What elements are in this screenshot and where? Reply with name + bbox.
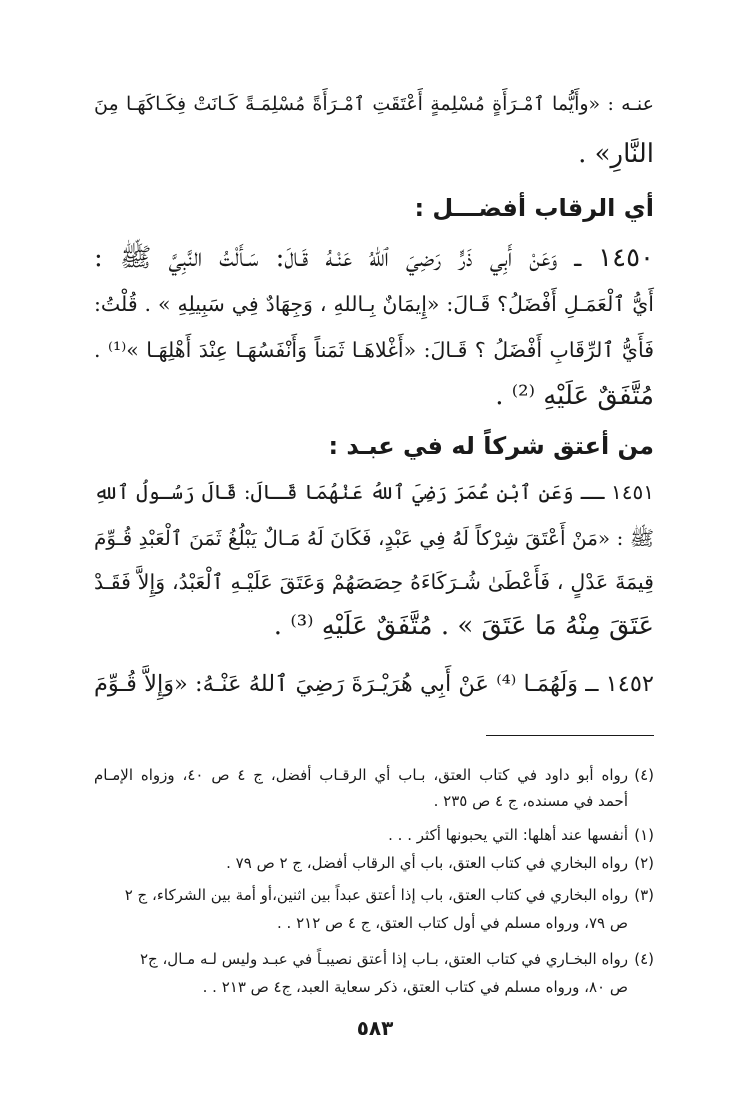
hadith-1451-line: قِيمَةَ عَدْلٍ ، فَأَعْطَىٰ شُـرَكَاءَهُ حِصَصَهُمْ وَعَتَقَ عَلَيْـهِ ٱلْعَبْدُ، وَإِلاَّ فَقَـدْ [94,570,654,594]
hadith-1450-line: فَأَيُّ ٱلرِّقَابِ أَفْضَلُ ؟ قَـالَ: «أَغْلاهَـا ثَمَناً وَأَنْفَسُهَـا عِنْدَ أَهْلِهَـا »⁽¹⁾ . [94,338,654,362]
section-heading: أي الرقاب أفضـــل : [414,194,654,222]
footnote-text: ص ٨٠، ورواه مسلم في كتاب العتق، ذكر سعاية العبد، ج٤ ص ٢١٣ . . [202,978,628,996]
footnote [94,884,654,906]
footnote-text: رواه البخـاري في كتاب العتق، بـاب إذا أعتق نصيبـاً في عبـد وليس لـه مـال، ج٢ [139,950,628,968]
hadith-1451-line: عَتَقَ مِنْهُ مَا عَتَقَ » . مُتَّفَقٌ عَلَيْهِ ⁽³⁾ . [273,611,654,641]
hadith-1450-line: أَيُّ ٱلْعَمَـلِ أَفْضَلُ؟ قَـالَ: «إِيمَانٌ بِـاللهِ ، وَجِهَادٌ فِي سَبِيلِهِ » . قُلْتُ: [94,292,654,316]
hadith-1451-line: ١٤٥١ ــ وَعَنِ ٱبْنِ عُمَرَ رَضِيَ ٱللهُ عَنْهُمَا قَـالَ: قَالَ رَسُـولُ ٱللهِ [94,480,654,504]
footnote [94,852,654,874]
body-line: النَّارِ» . [578,139,654,169]
footnote-text: ص ٧٩، ورواه مسلم في أول كتاب العتق، ج ٤ ص ٢١٢ . . [277,914,628,932]
hadith-1450-line: ١٤٥٠ ــ وَعَنْ أَبِي ذَرٍّ رَضِيَ ٱللهُ عَنْـهُ قَـالَ: سَـأَلْتُ النَّبِيَّ ﷺ : [94,243,654,273]
footnote-text: رواه البخاري في كتاب العتق، باب أي الرقاب أفضل، ج ٢ ص ٧٩ . [226,854,628,872]
hadith-1450-line: مُتَّفَقٌ عَلَيْهِ ⁽²⁾ . [495,381,654,411]
footnote-number: (٣) [634,886,654,904]
footnote-text: أنفسها عند أهلها: التي يحبونها أكثر . . . [388,826,628,844]
footnote-number: (٤) [634,950,654,968]
footnote-number: (٢) [634,854,654,872]
footnote-text: رواه البخاري في كتاب العتق، باب إذا أعتق عبداً بين اثنين،أو أمة بين الشركاء، ج ٢ [124,886,628,904]
footnote-text: رواه أبو داود في كتاب العتق، بـاب أي الرقـاب أفضل، ج ٤ ص ٤٠، وزواه الإمـام [94,766,628,784]
hadith-1452-line: ١٤٥٢ ــ وَلَهُمَـا ⁽⁴⁾ عَنْ أَبِي هُرَيْـرَةَ رَضِيَ ٱللهُ عَنْـهُ: «وَإِلاَّ قُـوِّمَ [94,671,654,697]
footnote [94,764,654,786]
footnote [94,948,654,970]
hadith-1451-line: ﷺ : «مَنْ أَعْتَقَ شِرْكاً لَهُ فِي عَبْدٍ، فَكَانَ لَهُ مَـالٌ يَبْلُغُ ثَمَنَ ٱلْعَبْدِ قُـوِّمَ [94,526,654,550]
section-heading: من أعتق شركاً له في عبـد : [328,432,654,460]
page-number: ٥٨٣ [356,1016,394,1040]
body-line: عنـه : «وأَيُّما ٱمْـرَأَةٍ مُسْلِمةٍ أَعْتَقَتِ ٱمْـرَأَةً مُسْلِمَـةً كَـانَتْ فِكَـاكَهَـا مِنَ [94,93,654,115]
footnote [94,824,654,846]
footnote-text: أحمد في مسنده، ج ٤ ص ٢٣٥ . [433,792,628,810]
footnote-number: (٤) [634,766,654,784]
footnote-separator [486,735,654,736]
footnote-number: (١) [634,826,654,844]
